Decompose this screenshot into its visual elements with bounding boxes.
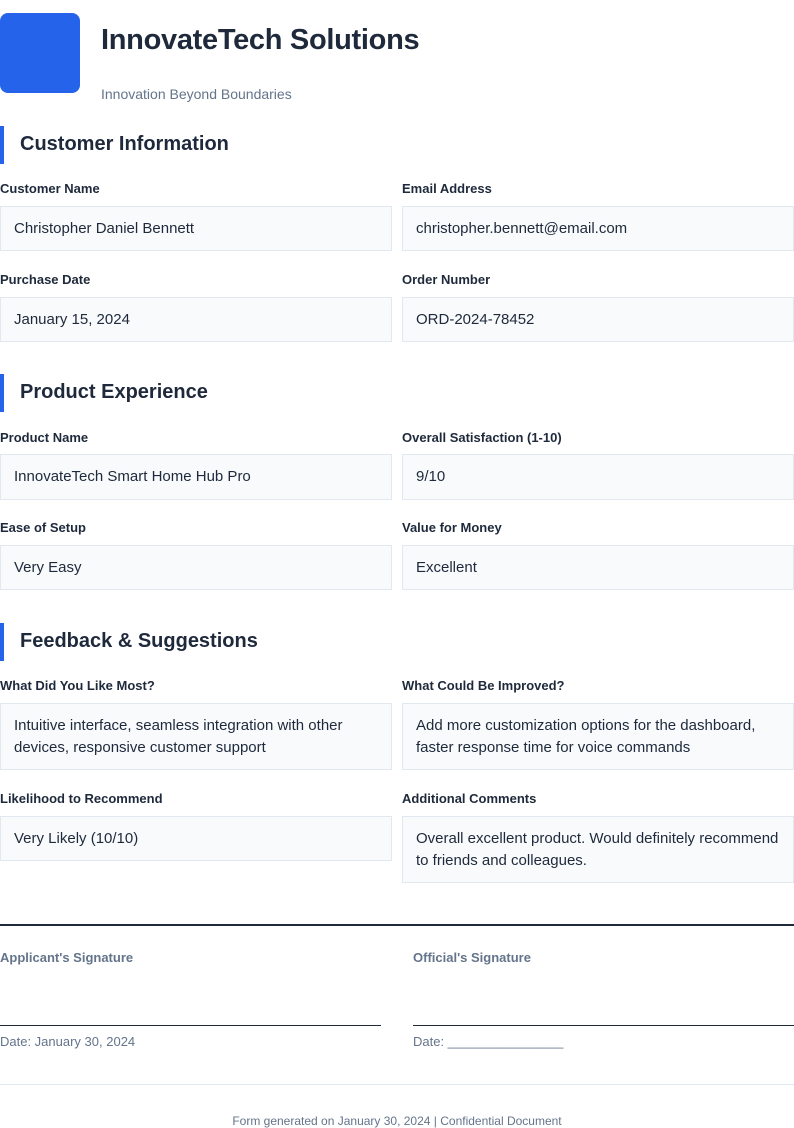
footer-divider (0, 1084, 794, 1085)
value-for-money-field[interactable]: Excellent (402, 545, 794, 590)
satisfaction-field[interactable]: 9/10 (402, 454, 794, 500)
product-name-field[interactable]: InnovateTech Smart Home Hub Pro (0, 454, 392, 500)
applicant-signature-date: Date: January 30, 2024 (0, 1034, 136, 1049)
improved-label: What Could Be Improved? (402, 678, 565, 693)
signature-divider (0, 924, 794, 926)
purchase-date-field[interactable]: January 15, 2024 (0, 297, 392, 342)
satisfaction-label: Overall Satisfaction (1-10) (402, 430, 562, 445)
official-signature-line[interactable] (413, 1025, 794, 1026)
email-label: Email Address (402, 181, 492, 196)
ease-of-setup-field[interactable]: Very Easy (0, 545, 392, 590)
footer-text: Form generated on January 30, 2024 | Confidential Document (232, 1114, 562, 1128)
email-field[interactable]: christopher.bennett@email.com (402, 206, 794, 251)
applicant-signature-label: Applicant's Signature (0, 950, 134, 965)
recommend-field[interactable]: Very Likely (10/10) (0, 816, 392, 861)
official-signature-date: Date: ________________ (413, 1034, 564, 1049)
order-number-field[interactable]: ORD-2024-78452 (402, 297, 794, 342)
value-for-money-label: Value for Money (402, 520, 502, 535)
liked-most-label: What Did You Like Most? (0, 678, 155, 693)
purchase-date-label: Purchase Date (0, 272, 91, 287)
order-number-label: Order Number (402, 272, 491, 287)
official-signature-label: Official's Signature (413, 950, 531, 965)
improved-field[interactable]: Add more customization options for the dashboard, faster response time for voice commands (402, 703, 794, 770)
recommend-label: Likelihood to Recommend (0, 791, 163, 806)
ease-of-setup-label: Ease of Setup (0, 520, 86, 535)
company-logo (0, 13, 80, 93)
product-name-label: Product Name (0, 430, 89, 445)
customer-name-label: Customer Name (0, 181, 100, 196)
section-title-product: Product Experience (0, 374, 208, 412)
comments-label: Additional Comments (402, 791, 537, 806)
comments-field[interactable]: Overall excellent product. Would definitely recommend to friends and colleagues. (402, 816, 794, 883)
company-tagline: Innovation Beyond Boundaries (101, 86, 292, 102)
liked-most-field[interactable]: Intuitive interface, seamless integration with other devices, responsive customer support (0, 703, 392, 770)
section-title-customer: Customer Information (0, 126, 229, 164)
customer-name-field[interactable]: Christopher Daniel Bennett (0, 206, 392, 251)
section-title-feedback: Feedback & Suggestions (0, 623, 258, 661)
applicant-signature-line[interactable] (0, 1025, 381, 1026)
company-name: InnovateTech Solutions (101, 24, 420, 56)
